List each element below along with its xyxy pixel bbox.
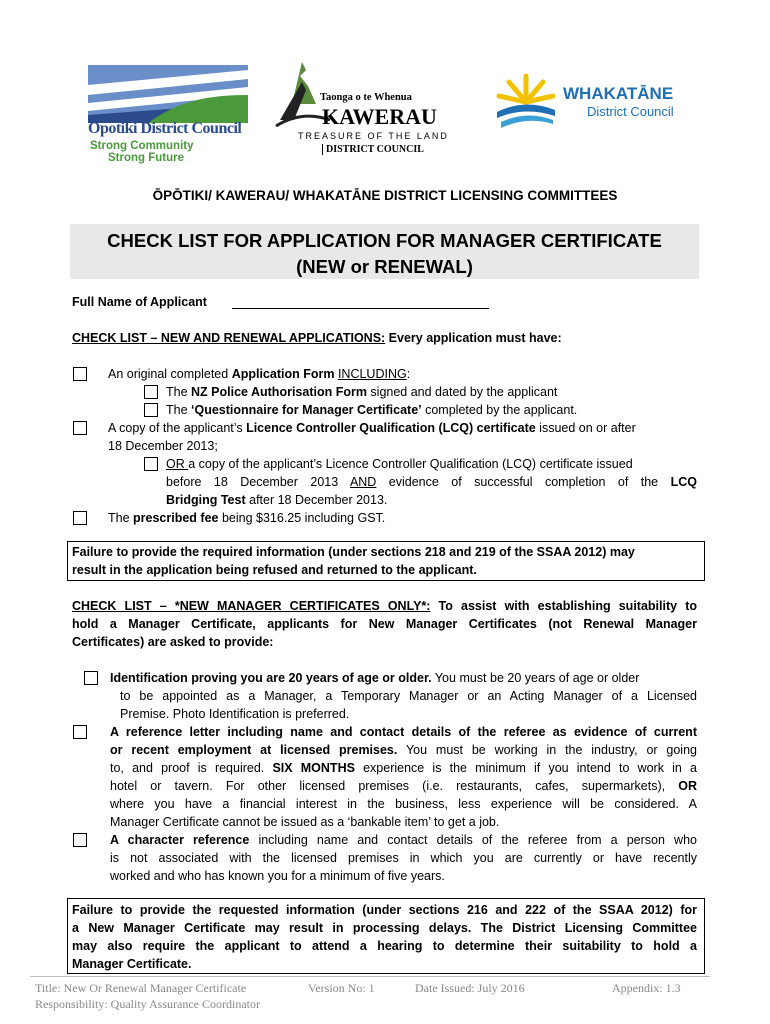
item-lcq-certificate-line2: 18 December 2013; bbox=[108, 439, 218, 453]
kawerau-name: KAWERAU bbox=[322, 104, 437, 129]
text-bold: or recent employment at licensed premises. bbox=[110, 743, 398, 757]
opotiki-emblem-icon bbox=[88, 65, 248, 125]
text: completed by the applicant. bbox=[421, 403, 578, 417]
text: An original completed bbox=[108, 367, 232, 381]
item-lcq-bridging-line1 bbox=[166, 455, 633, 473]
text: The bbox=[166, 385, 192, 399]
item-application-form bbox=[108, 365, 410, 383]
text-bold: Application Form bbox=[231, 367, 335, 381]
checklist1-heading-rest: Every application must have: bbox=[385, 331, 562, 345]
checkbox-lcq-certificate[interactable] bbox=[73, 421, 87, 435]
text-bold: A character reference bbox=[110, 833, 250, 847]
text: : bbox=[406, 367, 411, 381]
item-questionnaire bbox=[166, 401, 577, 419]
checklist2-heading-line1 bbox=[72, 597, 697, 615]
text: issued on or after bbox=[535, 421, 636, 435]
item-reference-line1: A reference letter including name and contact details of the referee as evidence of current bbox=[110, 725, 697, 739]
checkbox-character-reference[interactable] bbox=[73, 833, 87, 847]
page-title: CHECK LIST FOR APPLICATION FOR MANAGER CERTIFICATE bbox=[107, 230, 662, 251]
item-character-line3: worked and who has known you for a minimum of five years. bbox=[110, 869, 445, 883]
text-underlined: CHECK LIST – *NEW MANAGER CERTIFICATES ONLY*: bbox=[72, 599, 431, 613]
text: being $316.25 including GST. bbox=[218, 511, 386, 525]
item-identification-line2: to be appointed as a Manager, a Temporary Manager or an Acting Manager of a Licensed bbox=[120, 689, 697, 703]
item-reference-line6: Manager Certificate cannot be issued as a ‘bankable item’ to get a job. bbox=[110, 815, 500, 829]
whakatane-sun-icon bbox=[495, 72, 557, 130]
item-reference-line3 bbox=[110, 759, 697, 777]
footer-responsibility: Responsibility: Quality Assurance Coordinator bbox=[35, 997, 260, 1011]
item-lcq-certificate bbox=[108, 419, 636, 437]
text-bold: Bridging Test bbox=[166, 493, 246, 507]
text: To assist with establishing suitability to bbox=[430, 599, 697, 613]
checklist1-heading bbox=[72, 329, 562, 347]
footer-date: Date Issued: July 2016 bbox=[415, 981, 525, 995]
item-lcq-bridging-line3 bbox=[166, 491, 387, 509]
whakatane-logo bbox=[495, 72, 710, 132]
item-reference-line5: where you have a financial interest in the business, less experience will be considered. A bbox=[110, 797, 697, 811]
full-name-label: Full Name of Applicant bbox=[72, 295, 207, 309]
item-identification-line1 bbox=[110, 669, 639, 687]
text: experience is the minimum if you intend to work in a bbox=[354, 761, 697, 775]
text: The bbox=[108, 511, 134, 525]
warning2-line1: Failure to provide the requested information (under sections 216 and 222 of the SSAA 2012) for bbox=[72, 903, 697, 917]
text-underlined: AND bbox=[349, 475, 377, 489]
text: a copy of the applicant’s Licence Controller Qualification (LCQ) certificate issued bbox=[188, 457, 633, 471]
item-character-line2: is not associated with the licensed premises in which you are currently or have recently bbox=[110, 851, 697, 865]
opotiki-logo-tagline-2: Strong Future bbox=[108, 152, 185, 164]
text-bold: prescribed fee bbox=[133, 511, 219, 525]
text-bold: NZ Police Authorisation Form bbox=[191, 385, 367, 399]
opotiki-logo-name: Opotiki District Council bbox=[88, 120, 242, 137]
checkbox-prescribed-fee[interactable] bbox=[73, 511, 87, 525]
warning1-line1: Failure to provide the required information (under sections 218 and 219 of the SSAA 2012) may bbox=[72, 545, 635, 559]
kawerau-council: DISTRICT COUNCIL bbox=[322, 144, 424, 155]
checklist2-heading-line2: hold a Manager Certificate, applicants for New Manager Certificates (not Renewal Manager bbox=[72, 617, 697, 631]
text: A copy of the applicant’s bbox=[108, 421, 247, 435]
text: signed and dated by the applicant bbox=[366, 385, 558, 399]
opotiki-logo-tagline-1: Strong Community bbox=[90, 140, 194, 152]
item-reference-line2 bbox=[110, 741, 697, 759]
text: You must be working in the industry, or going bbox=[397, 743, 697, 757]
text: to, and proof is required. bbox=[110, 761, 273, 775]
committees-heading: ŌPŌTIKI/ KAWERAU/ WHAKATĀNE DISTRICT LICENSING COMMITTEES bbox=[152, 188, 618, 203]
text-bold: Identification proving you are 20 years of age or older. bbox=[110, 671, 432, 685]
footer-title: Title: New Or Renewal Manager Certificate bbox=[35, 981, 247, 995]
text: You must be 20 years of age or older bbox=[431, 671, 640, 685]
checkbox-police-form[interactable] bbox=[144, 385, 158, 399]
checklist2-heading-line3: Certificates) are asked to provide: bbox=[72, 635, 274, 649]
footer-version: Version No: 1 bbox=[308, 981, 375, 995]
text-bold: OR bbox=[678, 779, 697, 793]
checklist1-heading-underlined: CHECK LIST – NEW AND RENEWAL APPLICATIONS: bbox=[72, 331, 386, 345]
text-bold: ‘Questionnaire for Manager Certificate’ bbox=[191, 403, 422, 417]
text: evidence of successful completion of the bbox=[376, 475, 671, 489]
text: including name and contact details of the referee from a person who bbox=[249, 833, 697, 847]
warning2-line2: a New Manager Certificate may result in processing delays. The District Licensing Committee bbox=[72, 921, 697, 935]
whakatane-council: District Council bbox=[587, 104, 674, 119]
checkbox-identification[interactable] bbox=[84, 671, 98, 685]
text-underlined: INCLUDING bbox=[337, 367, 407, 381]
kawerau-logo bbox=[272, 60, 462, 160]
item-police-form bbox=[166, 383, 557, 401]
warning1-line2: result in the application being refused and returned to the applicant. bbox=[72, 563, 477, 577]
text: hotel or tavern. For other licensed premises (i.e. restaurants, cafes, supermarkets), bbox=[110, 779, 679, 793]
footer-appendix: Appendix: 1.3 bbox=[612, 981, 681, 995]
warning2-line4: Manager Certificate. bbox=[72, 957, 192, 971]
kawerau-tagline: TREASURE OF THE LAND bbox=[298, 131, 449, 141]
whakatane-name: WHAKATĀNE bbox=[563, 84, 674, 103]
checkbox-reference-letter[interactable] bbox=[73, 725, 87, 739]
item-reference-line4 bbox=[110, 777, 697, 795]
warning2-line3: may also require the applicant to attend a hearing to determine their suitability to hold a bbox=[72, 939, 697, 953]
checkbox-application-form[interactable] bbox=[73, 367, 87, 381]
checkbox-lcq-bridging[interactable] bbox=[144, 457, 158, 471]
opotiki-logo bbox=[88, 65, 248, 165]
item-identification-line3: Premise. Photo Identification is preferred. bbox=[120, 707, 350, 721]
text-bold: LCQ bbox=[670, 475, 697, 489]
text-underlined: OR bbox=[166, 457, 189, 471]
text: The bbox=[166, 403, 192, 417]
text-bold: SIX MONTHS bbox=[272, 761, 355, 775]
item-prescribed-fee bbox=[108, 509, 385, 527]
text-bold: Licence Controller Qualification (LCQ) certificate bbox=[246, 421, 536, 435]
page-subtitle: (NEW or RENEWAL) bbox=[296, 256, 473, 277]
item-character-line1 bbox=[110, 831, 697, 849]
item-lcq-bridging-line2 bbox=[166, 473, 697, 491]
text: before 18 December 2013 bbox=[166, 475, 350, 489]
checkbox-questionnaire[interactable] bbox=[144, 403, 158, 417]
full-name-field[interactable] bbox=[232, 308, 489, 309]
kawerau-maori-text: Taonga o te Whenua bbox=[320, 92, 412, 103]
footer-divider bbox=[30, 976, 710, 977]
text: after 18 December 2013. bbox=[245, 493, 388, 507]
